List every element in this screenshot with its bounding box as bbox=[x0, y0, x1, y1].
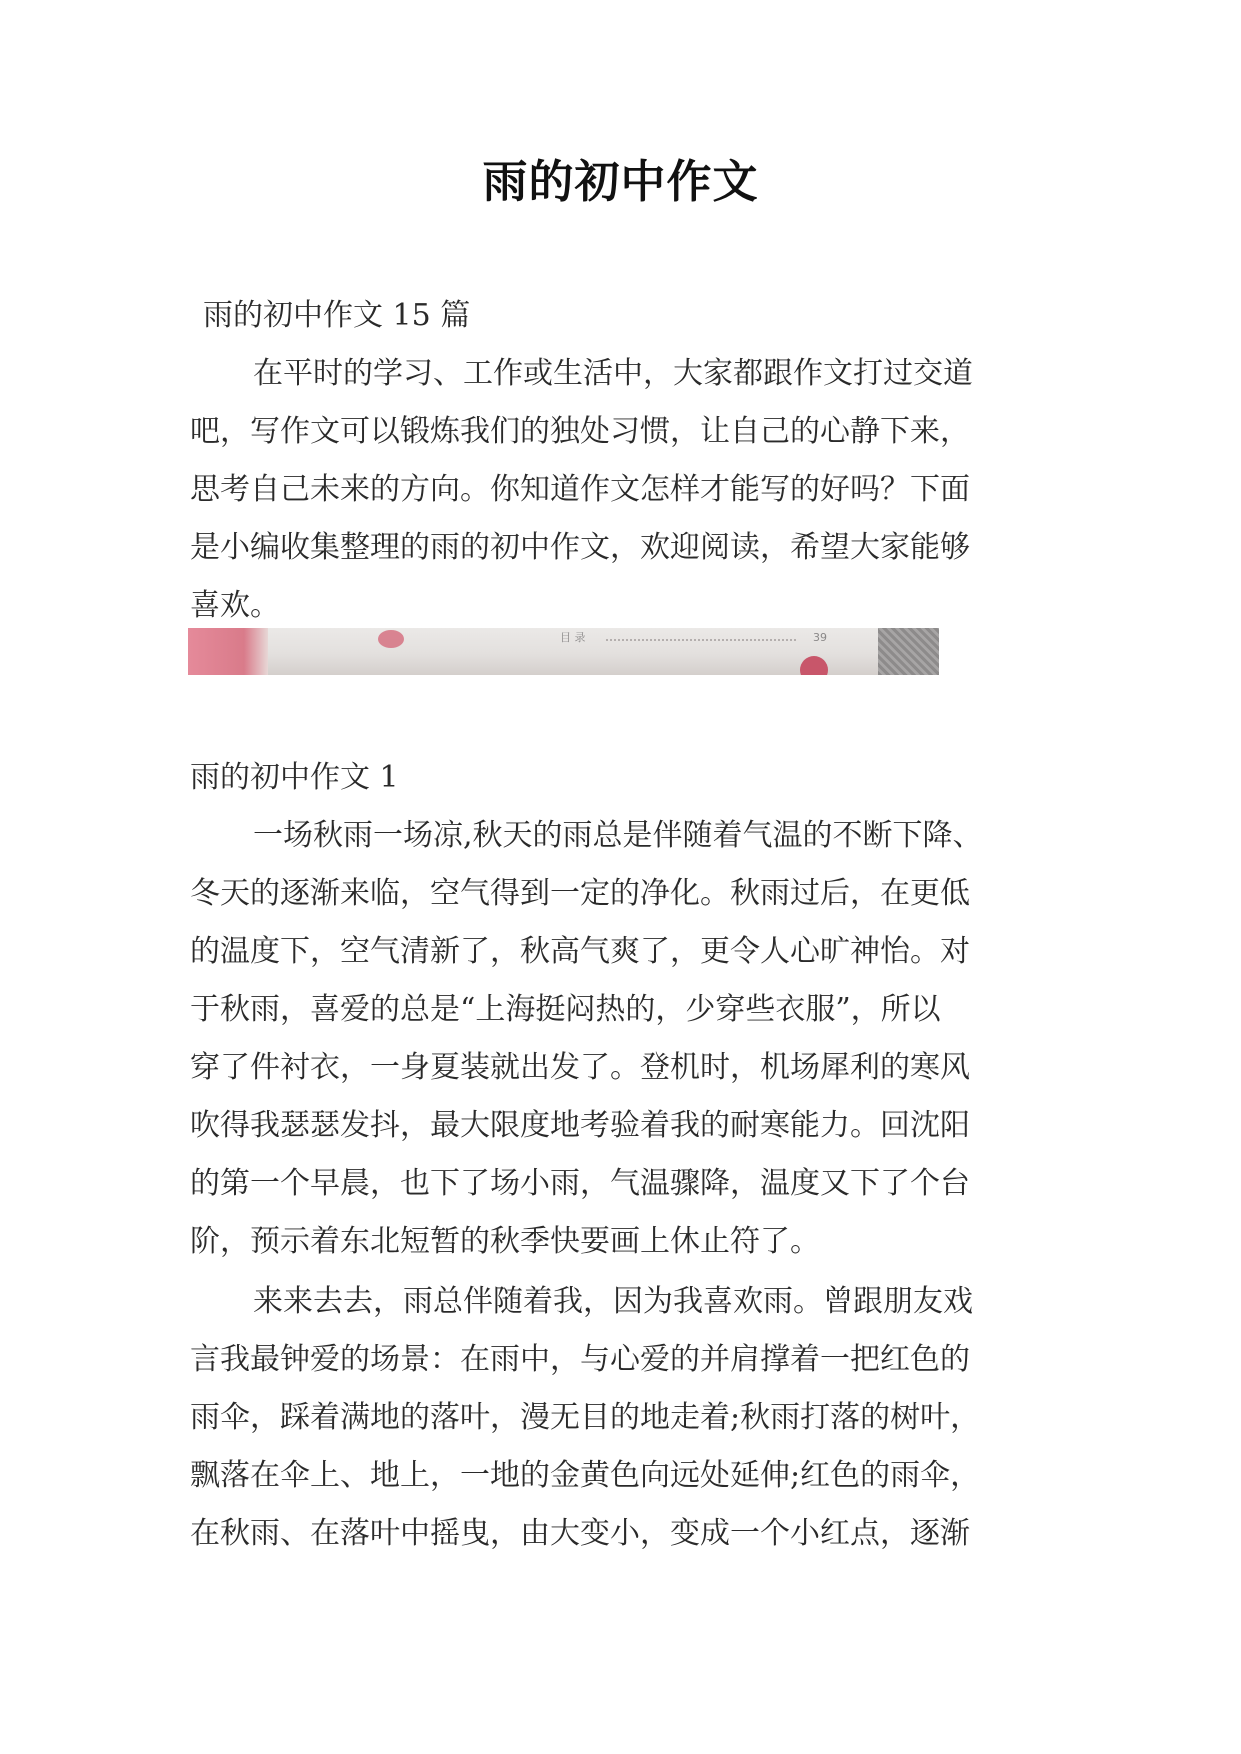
photo-red-edge bbox=[188, 628, 268, 675]
document-subtitle: 雨的初中作文 15 篇 bbox=[203, 298, 471, 333]
paragraph-line: 吹得我瑟瑟发抖，最大限度地考验着我的耐寒能力。回沈阳 bbox=[190, 1108, 970, 1143]
paragraph-line: 阶，预示着东北短暂的秋季快要画上休止符了。 bbox=[190, 1224, 820, 1259]
intro-line: 吧，写作文可以锻炼我们的独处习惯，让自己的心静下来， bbox=[190, 414, 970, 449]
paragraph-line: 冬天的逐渐来临，空气得到一定的净化。秋雨过后，在更低 bbox=[190, 876, 970, 911]
intro-line: 在平时的学习、工作或生活中，大家都跟作文打过交道 bbox=[253, 356, 973, 391]
paragraph-line: 雨伞，踩着满地的落叶，漫无目的地走着;秋雨打落的树叶， bbox=[190, 1400, 981, 1435]
intro-line: 喜欢。 bbox=[190, 588, 280, 623]
photo-red-circle bbox=[800, 656, 828, 675]
photo-dotted-leader bbox=[606, 639, 796, 641]
intro-line: 思考自己未来的方向。你知道作文怎样才能写的好吗？下面 bbox=[190, 472, 970, 507]
photo-small-text: 目 录 bbox=[560, 631, 586, 644]
paragraph-line: 的第一个早晨，也下了场小雨，气温骤降，温度又下了个台 bbox=[190, 1166, 970, 1201]
intro-line: 是小编收集整理的雨的初中作文，欢迎阅读，希望大家能够 bbox=[190, 530, 970, 565]
paragraph-line: 飘落在伞上、地上，一地的金黄色向远处延伸;红色的雨伞， bbox=[190, 1458, 981, 1493]
embedded-photo bbox=[188, 628, 939, 675]
paragraph-line: 来来去去，雨总伴随着我，因为我喜欢雨。曾跟朋友戏 bbox=[253, 1284, 973, 1319]
section-heading: 雨的初中作文 1 bbox=[190, 760, 399, 795]
paragraph-line: 的温度下，空气清新了，秋高气爽了，更令人心旷神怡。对 bbox=[190, 934, 970, 969]
paragraph-line: 在秋雨、在落叶中摇曳，由大变小，变成一个小红点，逐渐 bbox=[190, 1516, 970, 1551]
paragraph-line: 于秋雨，喜爱的总是“上海挺闷热的，少穿些衣服”，所以 bbox=[190, 992, 941, 1027]
paragraph-line: 一场秋雨一场凉,秋天的雨总是伴随着气温的不断下降、 bbox=[253, 818, 983, 853]
paragraph-line: 穿了件衬衣，一身夏装就出发了。登机时，机场犀利的寒风 bbox=[190, 1050, 970, 1085]
photo-fabric-edge bbox=[878, 628, 939, 675]
photo-red-blot bbox=[378, 630, 404, 648]
document-title: 雨的初中作文 bbox=[482, 155, 759, 208]
paragraph-line: 言我最钟爱的场景：在雨中，与心爱的并肩撑着一把红色的 bbox=[190, 1342, 970, 1377]
photo-page-number: 39 bbox=[813, 631, 827, 644]
